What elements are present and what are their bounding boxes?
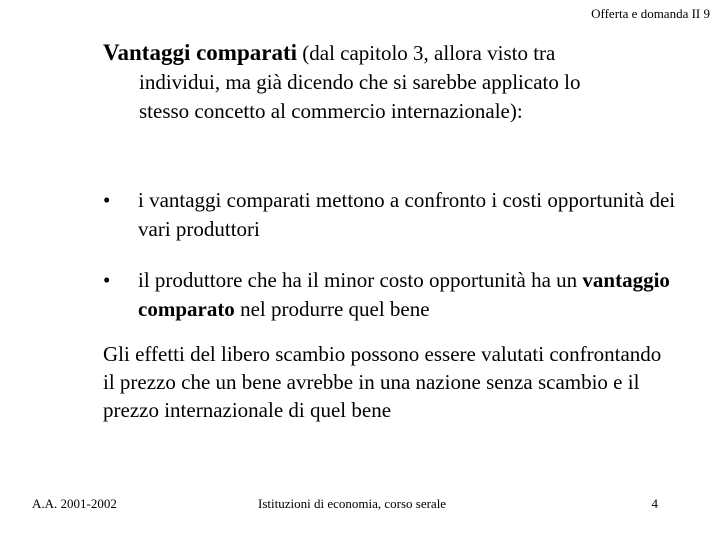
bullet-item-2 xyxy=(103,266,683,324)
title-line-3: stesso concetto al commercio internazionale): xyxy=(139,99,523,123)
running-header: Offerta e domanda II 9 xyxy=(591,6,710,21)
slide-title xyxy=(103,38,673,126)
bullet-list xyxy=(103,186,683,346)
footer-course: Istituzioni di economia, corso serale xyxy=(258,496,447,511)
title-rest: (dal capitolo 3, allora visto tra xyxy=(297,41,556,65)
bullet-icon: • xyxy=(103,268,111,292)
bullet-text: i vantaggi comparati mettono a confronto i costi opportunità dei vari produttori xyxy=(138,188,676,241)
title-line-1 xyxy=(103,38,673,68)
bullet-text-after: nel produrre quel bene xyxy=(234,297,430,321)
title-line-2: individui, ma già dicendo che si sarebbe applicato lo xyxy=(139,70,581,94)
page-number: 4 xyxy=(651,496,658,511)
bullet-text-before: il produttore che ha il minor costo opportunità ha un xyxy=(138,268,583,292)
bullet-item-1 xyxy=(103,186,683,244)
footer-academic-year: A.A. 2001-2002 xyxy=(32,496,117,511)
body-paragraph: Gli effetti del libero scambio possono essere valutati confrontando il prezzo che un bene avrebbe in una nazione senza scambio e il prezzo internazionale di quel bene xyxy=(103,342,662,422)
bullet-icon: • xyxy=(103,188,111,212)
bullet-text-bold: vantaggio comparato xyxy=(138,268,670,321)
title-heading: Vantaggi comparati xyxy=(103,40,298,65)
